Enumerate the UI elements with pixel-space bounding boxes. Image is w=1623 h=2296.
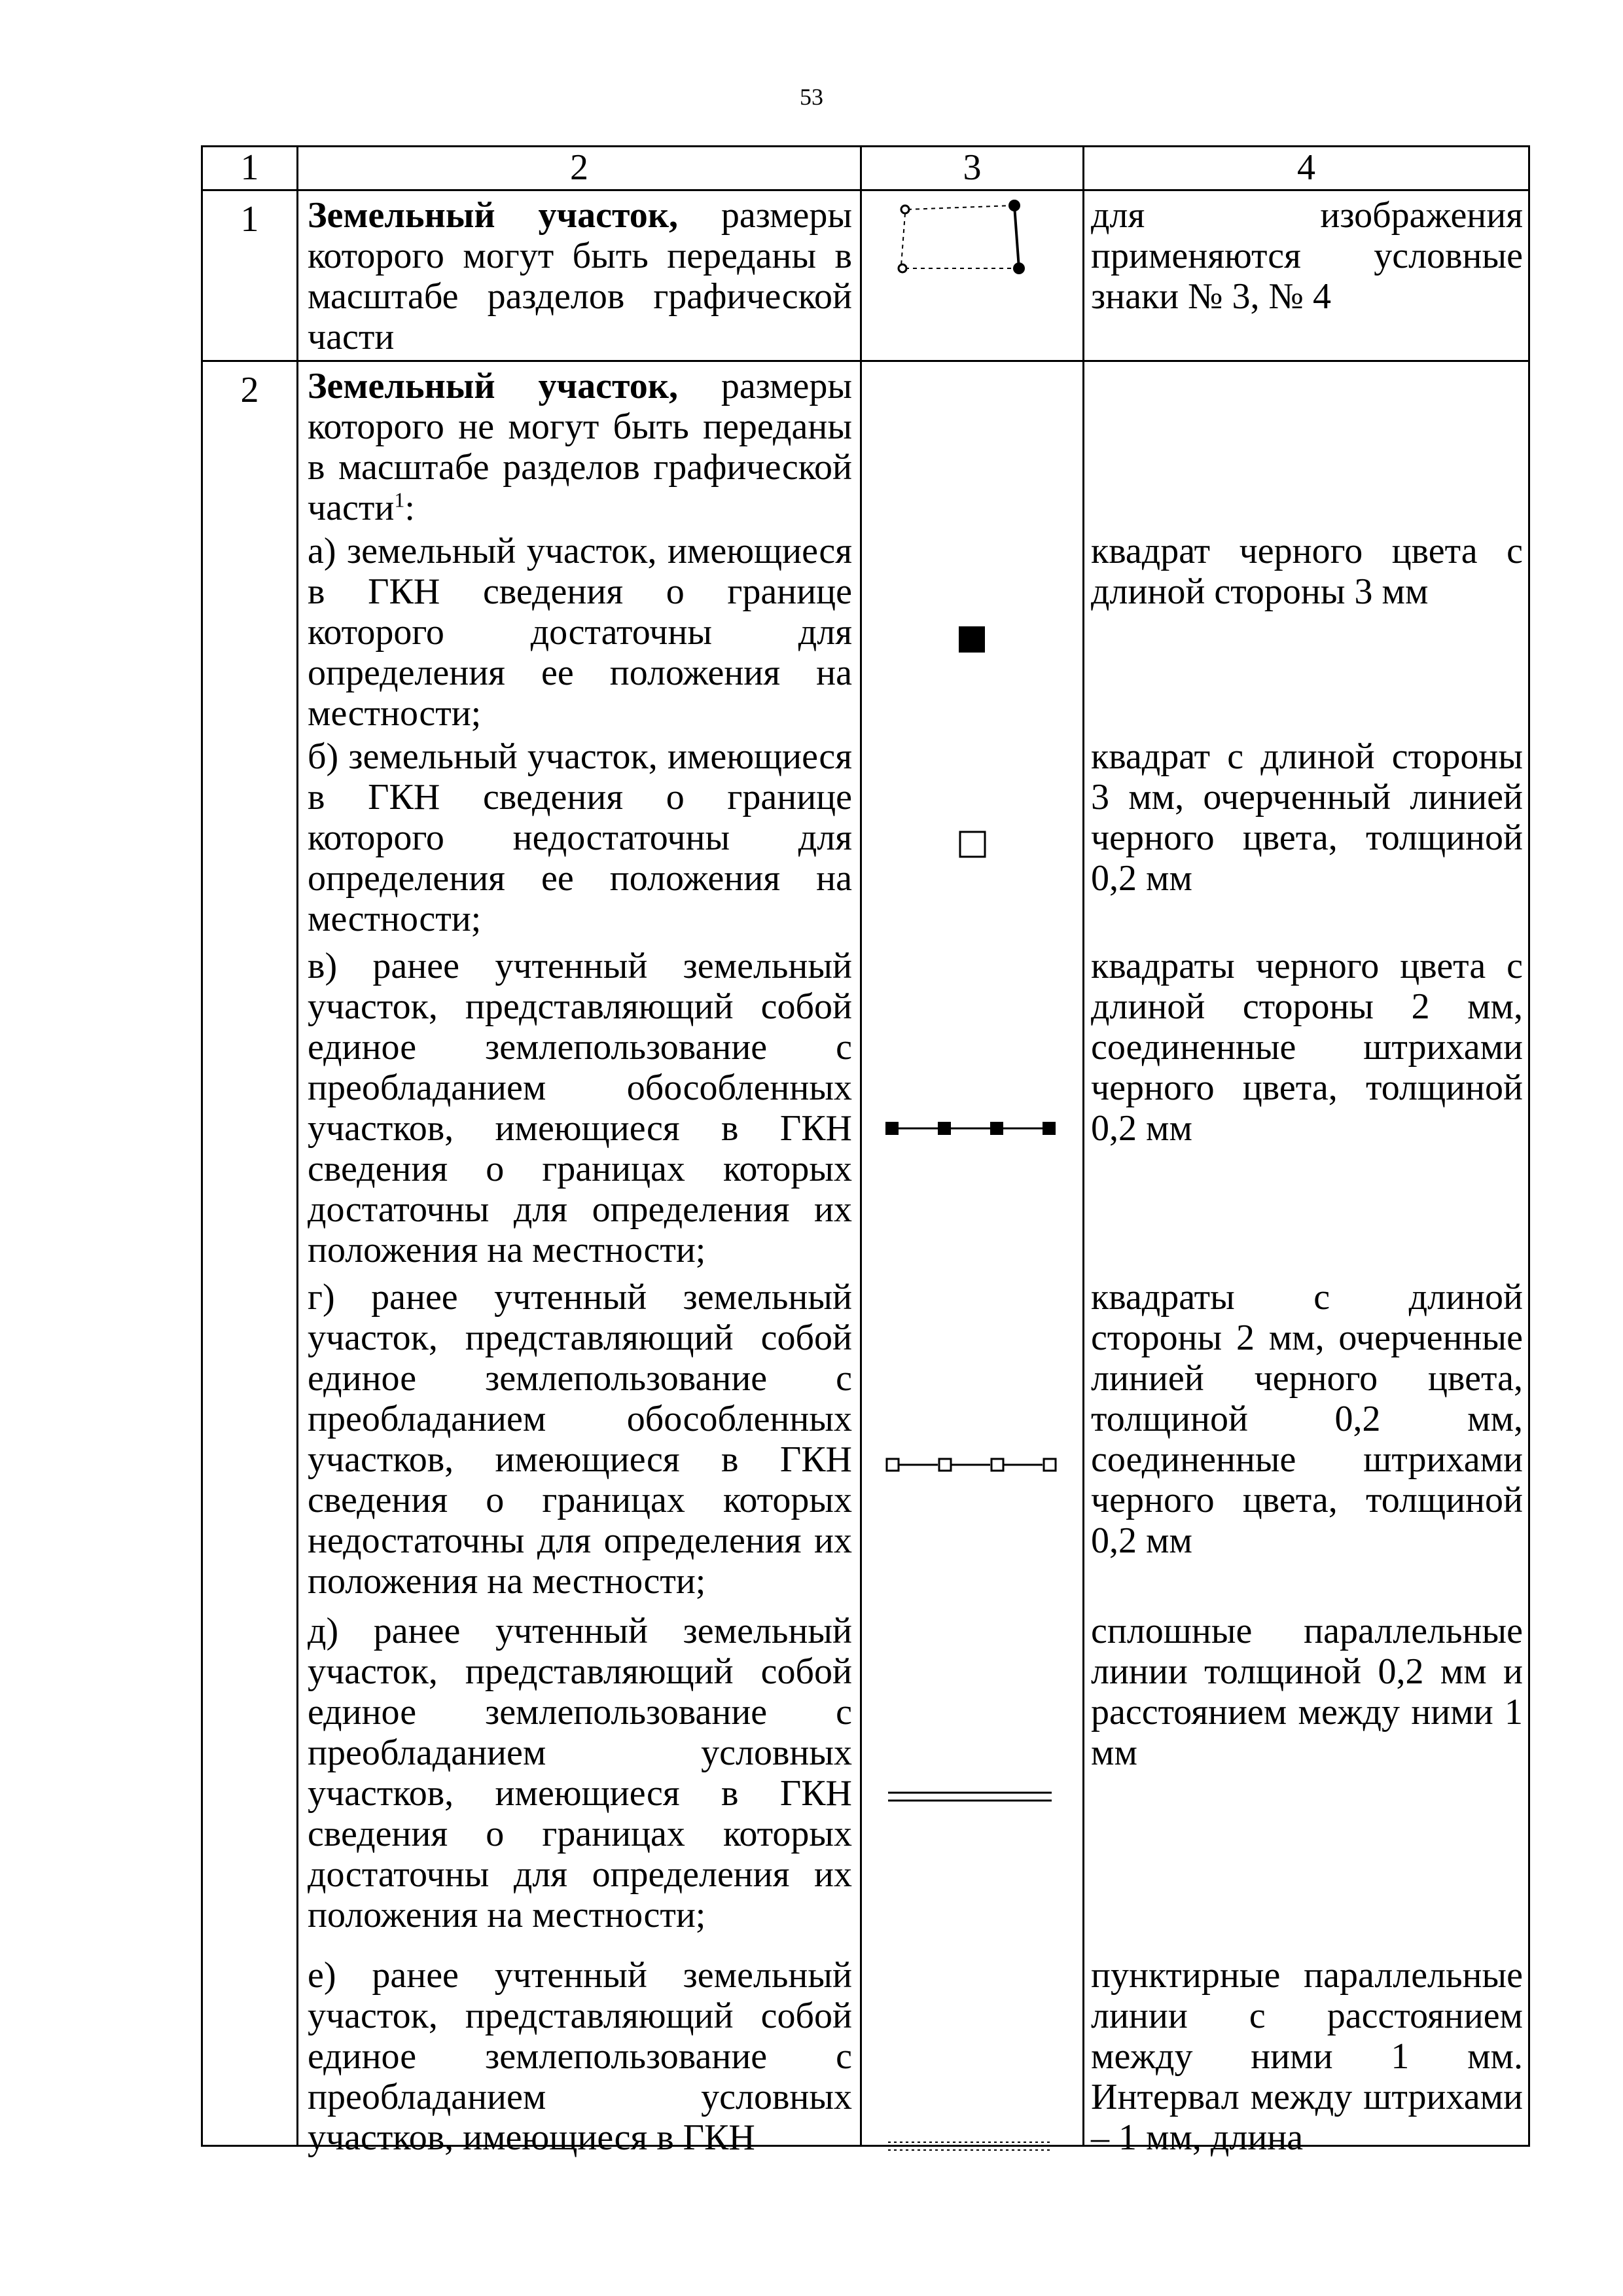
legend-table bbox=[201, 145, 1530, 2158]
row-content-cell bbox=[298, 361, 861, 2158]
header-col-1: 1 bbox=[202, 147, 298, 190]
row-title-text: размеры которого не могут быть переданы в масштабе разделов графической части bbox=[308, 366, 852, 528]
table-header-row bbox=[202, 147, 1529, 190]
table-row bbox=[202, 361, 1529, 2146]
description-title-spacer bbox=[1091, 366, 1523, 531]
description-b: квадрат с длиной стороны 3 мм, очерченный линией черного цвета, толщиной 0,2 мм bbox=[1091, 736, 1523, 899]
symbol-cell bbox=[861, 361, 1084, 2146]
row-description: для изображения применяются условные знаки № 3, № 4 bbox=[1084, 190, 1529, 361]
row-title-block bbox=[308, 366, 852, 528]
row-title-bold: Земельный участок, bbox=[308, 366, 679, 406]
description-g: квадраты с длиной стороны 2 мм, очерченные линией черного цвета, толщиной 0,2 мм, соединенные штрихами черного цвета, толщиной 0,2 мм bbox=[1091, 1277, 1523, 1561]
description-e: пунктирные параллельные линии с расстоянием между ними 1 мм. Интервал между штрихами – 1 мм, длина bbox=[1091, 1955, 1523, 2158]
page-number: 53 bbox=[800, 84, 823, 110]
row-number: 1 bbox=[202, 190, 298, 361]
list-item-g: г) ранее учтенный земельный участок, представляющий собой единое землепользование с преобладанием обособленных участков, имеющиеся в ГКН сведения о границах которых недостаточны для определения их положения на местности; bbox=[308, 1277, 852, 1602]
row-title-tail: : bbox=[404, 488, 415, 528]
double-solid-line-icon bbox=[888, 1789, 1052, 1804]
footnote-mark: 1 bbox=[394, 488, 405, 512]
row-title-cell bbox=[298, 190, 861, 361]
row-title-text: размеры которого могут быть переданы в масштабе разделов графической части bbox=[308, 195, 852, 357]
header-col-3: 3 bbox=[861, 147, 1084, 190]
symbol-cell bbox=[861, 190, 1084, 361]
double-dotted-line-icon bbox=[888, 2138, 1052, 2154]
list-item-a: а) земельный участок, имеющиеся в ГКН сведения о границе которого достаточны для определения ее положения на местности; bbox=[308, 531, 852, 734]
parcel-outline-dashed-icon bbox=[862, 191, 1082, 283]
outline-square-icon bbox=[959, 831, 986, 858]
description-d: сплошные параллельные линии толщиной 0,2 мм и расстоянием между ними 1 мм bbox=[1091, 1611, 1523, 1773]
list-item-d: д) ранее учтенный земельный участок, представляющий собой единое землепользование с преобладанием условных участков, имеющиеся в ГКН сведения о границах которых достаточны для определения их положения на местности; bbox=[308, 1611, 852, 1935]
description-v: квадраты черного цвета с длиной стороны 2 мм, соединенные штрихами черного цвета, толщиной 0,2 мм bbox=[1091, 946, 1523, 1149]
filled-squares-chain-icon bbox=[885, 1119, 1062, 1138]
list-item-b: б) земельный участок, имеющиеся в ГКН сведения о границе которого недостаточны для определения ее положения на местности; bbox=[308, 736, 852, 939]
table-row bbox=[202, 190, 1529, 361]
row-number: 2 bbox=[202, 361, 298, 2146]
list-item-e: е) ранее учтенный земельный участок, представляющий собой единое землепользование с преобладанием условных участков, имеющиеся в ГКН bbox=[308, 1955, 852, 2158]
description-a: квадрат черного цвета с длиной стороны 3 мм bbox=[1091, 531, 1523, 612]
row-title-bold: Земельный участок, bbox=[308, 195, 679, 236]
outline-squares-chain-icon bbox=[885, 1455, 1062, 1475]
list-item-v: в) ранее учтенный земельный участок, представляющий собой единое землепользование с преобладанием обособленных участков, имеющиеся в ГКН сведения о границах которых достаточны для определения их положения на местности; bbox=[308, 946, 852, 1270]
header-col-4: 4 bbox=[1084, 147, 1529, 190]
row-description-cell bbox=[1084, 361, 1529, 2158]
filled-square-icon bbox=[959, 626, 985, 653]
header-col-2: 2 bbox=[298, 147, 861, 190]
